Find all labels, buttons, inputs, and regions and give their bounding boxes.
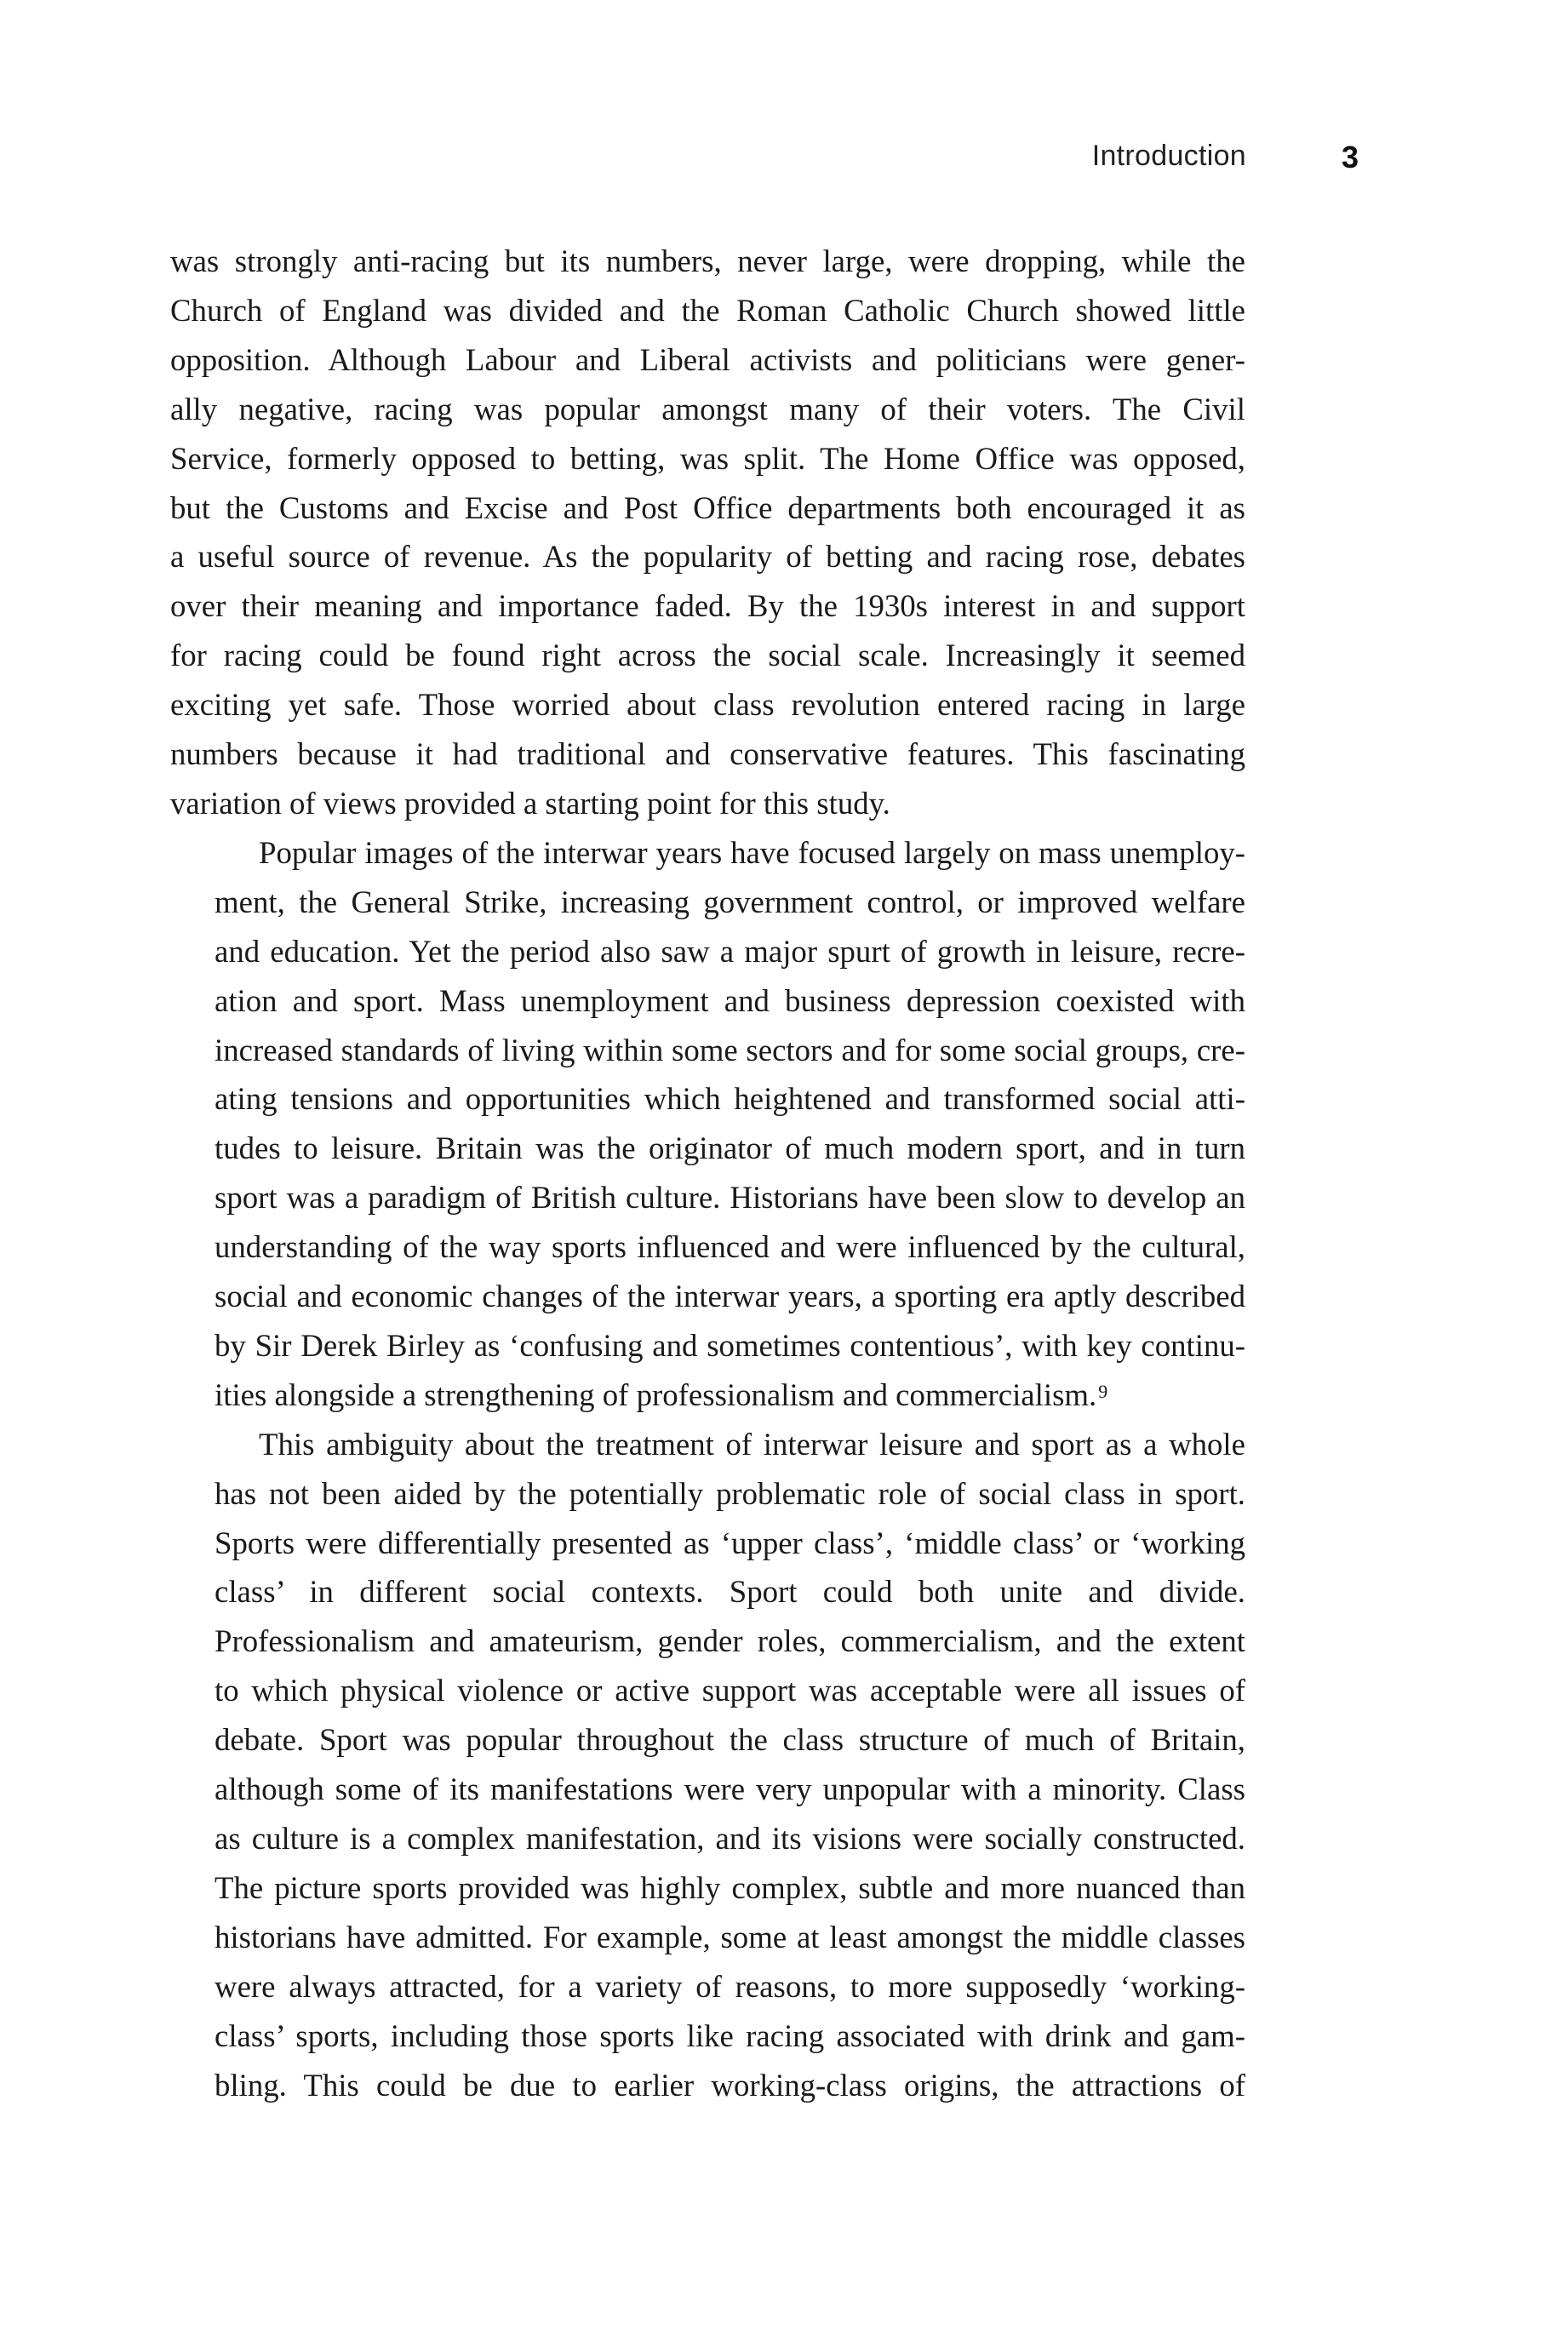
text-line: variation of views provided a starting point for this study. — [170, 785, 890, 821]
running-head — [170, 140, 1359, 177]
text-line: bling. This could be due to earlier working-class origins, the attractions of — [215, 2067, 1245, 2103]
text-line: sport was a paradigm of British culture. Historians have been slow to develop an — [215, 1180, 1245, 1216]
text-line: for racing could be found right across the social scale. Increasingly it seemed — [170, 638, 1245, 673]
paragraph-3 — [170, 1420, 1245, 2110]
text-line: by Sir Derek Birley as ‘confusing and sometimes contentious’, with key continu- — [215, 1327, 1245, 1363]
text-line: Church of England was divided and the Roman Catholic Church showed little — [170, 292, 1245, 328]
text-line: class’ sports, including those sports like racing associated with drink and gam- — [215, 2017, 1245, 2053]
text-line: Popular images of the interwar years have focused largely on mass unemploy- — [259, 834, 1245, 870]
text-line: This ambiguity about the treatment of interwar leisure and sport as a whole — [259, 1426, 1245, 1462]
text-line: over their meaning and importance faded. By the 1930s interest in and support — [170, 588, 1245, 624]
running-title: Introduction — [1091, 140, 1246, 172]
text-line: historians have admitted. For example, some at least amongst the middle classes — [215, 1919, 1245, 1954]
text-line: Sports were differentially presented as ‘upper class’, ‘middle class’ or ‘working — [215, 1525, 1245, 1560]
text-line: was strongly anti-racing but its numbers, never large, were dropping, while the — [170, 243, 1245, 278]
text-line: numbers because it had traditional and conservative features. This fascinating — [170, 736, 1245, 772]
footnote-reference[interactable]: 9 — [1098, 1380, 1108, 1402]
page-number: 3 — [1341, 140, 1359, 175]
text-line: opposition. Although Labour and Liberal activists and politicians were gener- — [170, 341, 1245, 377]
text-line: tudes to leisure. Britain was the originator of much modern sport, and in turn — [215, 1130, 1245, 1166]
text-line: as culture is a complex manifestation, and its visions were socially constructed. — [215, 1821, 1245, 1856]
text-line: social and economic changes of the interwar years, a sporting era aptly described — [215, 1279, 1245, 1314]
text-line: class’ in different social contexts. Sport could both unite and divide. — [215, 1574, 1245, 1610]
text-line: exciting yet safe. Those worried about class revolution entered racing in large — [170, 687, 1245, 723]
text-line: understanding of the way sports influenced and were influenced by the cultural, — [215, 1229, 1245, 1265]
text-line: a useful source of revenue. As the popularity of betting and racing rose, debates — [170, 539, 1245, 575]
text-line-with-footnote — [170, 1371, 1245, 1420]
text-line: to which physical violence or active support was acceptable were all issues of — [215, 1673, 1245, 1708]
text-line: but the Customs and Excise and Post Office departments both encouraged it as — [170, 489, 1245, 525]
text-line: increased standards of living within some sectors and for some social groups, cre- — [215, 1032, 1245, 1067]
text-line: and education. Yet the period also saw a major spurt of growth in leisure, recre- — [215, 933, 1245, 969]
text-line: The picture sports provided was highly complex, subtle and more nuanced than — [215, 1869, 1245, 1905]
paragraph-1 — [170, 237, 1245, 828]
text-line: ation and sport. Mass unemployment and business depression coexisted with — [215, 982, 1245, 1018]
text-line: debate. Sport was popular throughout the class structure of much of Britain, — [215, 1722, 1245, 1758]
text-line: has not been aided by the potentially problematic role of social class in sport. — [215, 1475, 1245, 1511]
text-line: ment, the General Strike, increasing government control, or improved welfare — [215, 884, 1245, 919]
text-line: ities alongside a strengthening of professionalism and commercialism. — [215, 1376, 1097, 1412]
text-line: ating tensions and opportunities which heightened and transformed social atti- — [215, 1081, 1245, 1117]
body-text — [170, 237, 1245, 2109]
text-line: although some of its manifestations were very unpopular with a minority. Class — [215, 1771, 1245, 1807]
text-line: ally negative, racing was popular amongst many of their voters. The Civil — [170, 391, 1245, 426]
text-line: Professionalism and amateurism, gender roles, commercialism, and the extent — [215, 1623, 1245, 1659]
paragraph-2 — [170, 828, 1245, 1420]
text-line: Service, formerly opposed to betting, was split. The Home Office was opposed, — [170, 440, 1245, 476]
text-line: were always attracted, for a variety of reasons, to more supposedly ‘working- — [215, 1968, 1245, 2004]
